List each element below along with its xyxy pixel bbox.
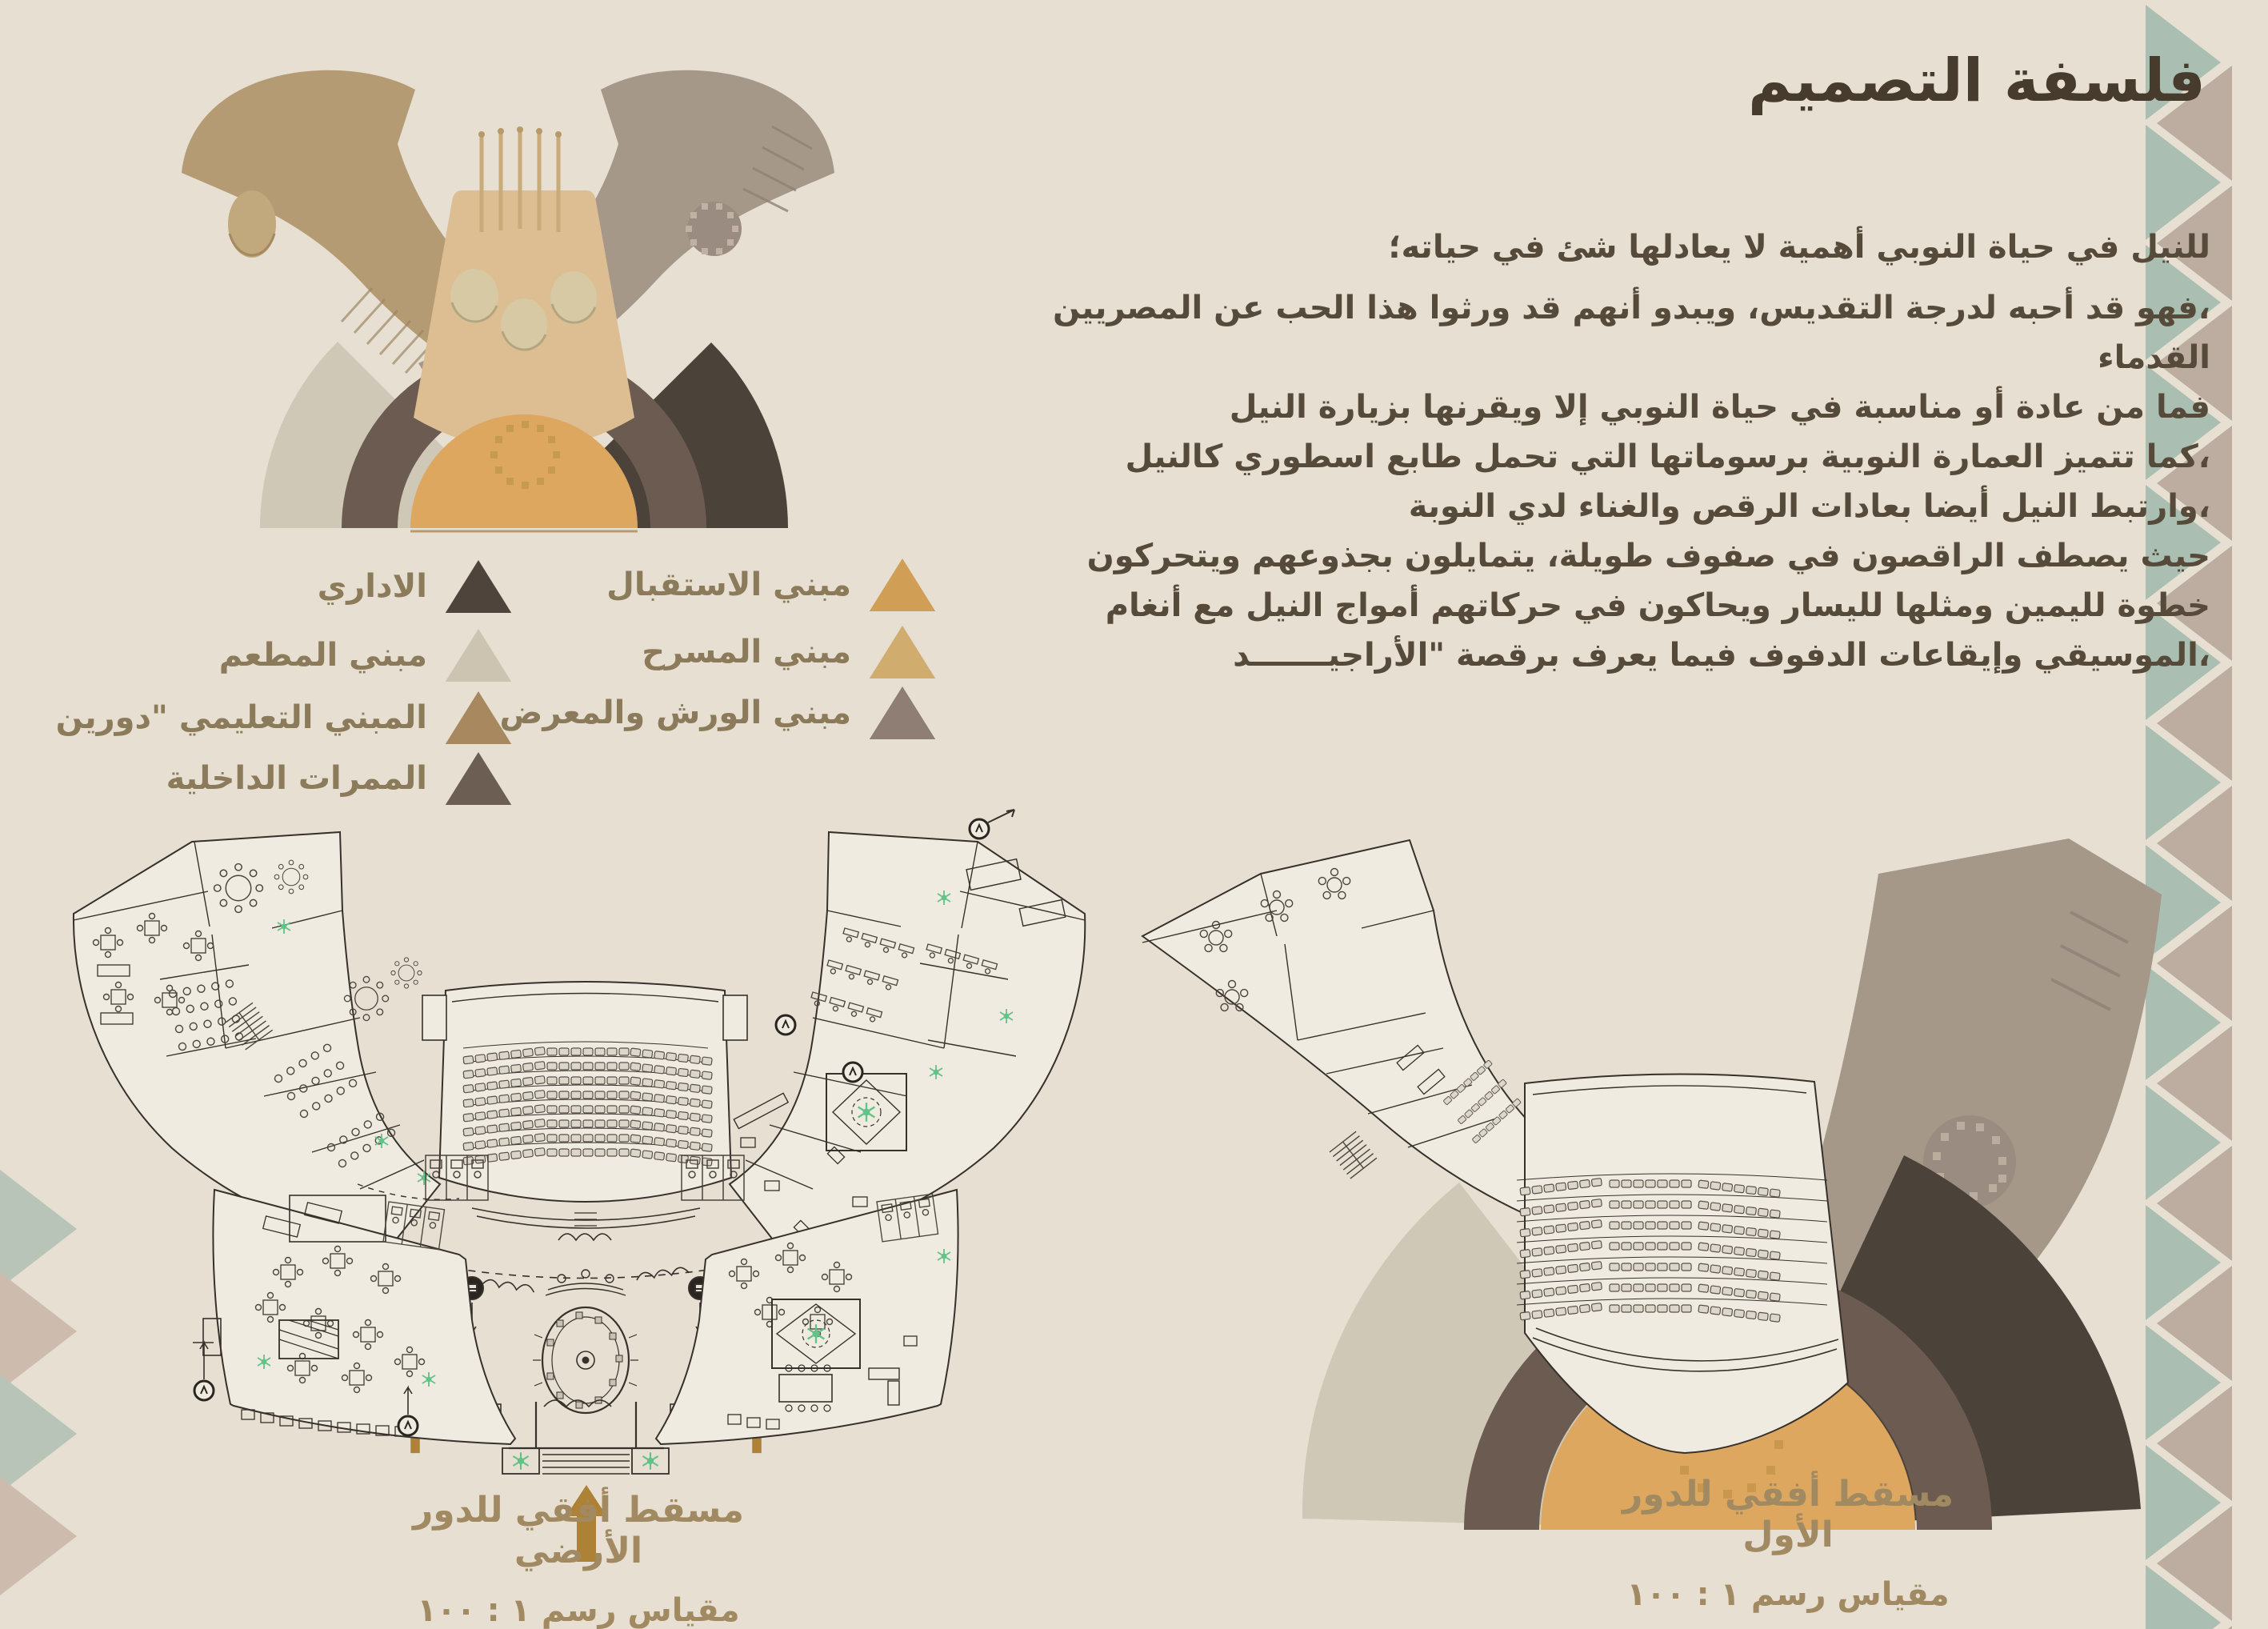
lobby-ramp — [533, 1307, 638, 1413]
legend-swatch-triangle — [445, 629, 512, 682]
intro-line: ،الموسيقي وإيقاعات الدفوف فيما يعرف برقصة "الأراجيـــــــد — [1233, 637, 2210, 674]
legend-swatch-triangle — [869, 558, 936, 611]
intro-line: حيث يصطف الراقصون في صفوف طويلة، يتمايلون بجذوعهم ويتحركون — [1086, 538, 2210, 574]
legend-left-column — [55, 557, 512, 821]
legend-item-workshops — [500, 683, 936, 742]
ground-plan-caption — [398, 1490, 758, 1629]
legend-label: مبني الورش والمعرض — [499, 694, 851, 731]
intro-line: فما من عادة أو مناسبة في حياة النوبي إلا ويقرنها بزيارة النيل — [1229, 389, 2210, 426]
first-plan-title: مسقط أفقي للدور الأول — [1622, 1474, 1954, 1555]
first-floor-plan — [1120, 816, 2176, 1536]
plan-restaurant-sector — [193, 1190, 515, 1444]
legend-item-reception — [606, 555, 936, 614]
legend-label: الممرات الداخلية — [166, 760, 427, 797]
ground-plan-title: مسقط أفقي للدور الأرضي — [412, 1490, 745, 1571]
intro-line: للنيل في حياة النوبي أهمية لا يعادلها شئ في حياته؛ — [1388, 229, 2210, 266]
plan-theater — [422, 982, 747, 1228]
legend-label: مبني المسرح — [642, 634, 851, 670]
legend-swatch-triangle — [445, 752, 512, 805]
intro-line: ،وارتبط النيل أيضا بعادات الرقص والغناء لدي النوبة — [1408, 488, 2210, 525]
intro-line: ،فهو قد أحبه لدرجة التقديس، ويبدو أنهم قد ورثوا هذا الحب عن المصريين القدماء — [1053, 290, 2210, 376]
first-plan-caption — [1608, 1474, 1968, 1613]
legend-label: مبني الاستقبال — [606, 566, 851, 603]
first-plan-scale: مقياس رسم ١ : ١٠٠ — [1626, 1576, 1950, 1613]
ground-plan-scale: مقياس رسم ١ : ١٠٠ — [417, 1592, 740, 1629]
legend-swatch-triangle — [869, 686, 936, 739]
legend-item-theater — [642, 622, 936, 682]
plan-left-wing — [74, 832, 440, 1250]
legend-label: الاداري — [317, 568, 427, 605]
legend-item-corridors — [166, 749, 512, 808]
legend-swatch-triangle — [445, 560, 512, 613]
legend-label: المبني التعليمي "دورين — [55, 699, 427, 736]
massing-theater-mass — [414, 126, 634, 450]
intro-line: خطوة لليمين ومثلها لليسار ويحاكون في حركاتهم أمواج النيل مع أنغام — [1105, 587, 2210, 624]
legend-swatch-triangle — [869, 626, 936, 678]
ground-floor-plan — [24, 808, 1088, 1584]
page-title: فلسفة التصميم — [1748, 46, 2206, 115]
legend-item-educational — [56, 688, 512, 747]
intro-paragraph — [962, 222, 2210, 680]
legend-right-column — [499, 555, 936, 755]
legend-item-restaurant — [219, 626, 512, 685]
legend-label: مبني المطعم — [218, 637, 427, 674]
plan-section-marker — [970, 810, 1014, 839]
massing-diagram — [132, 6, 852, 541]
intro-line: ،كما تتميز العمارة النوبية برسوماتها التي تحمل طابع اسطوري كالنيل — [1125, 438, 2210, 475]
legend-item-admin — [318, 557, 512, 616]
